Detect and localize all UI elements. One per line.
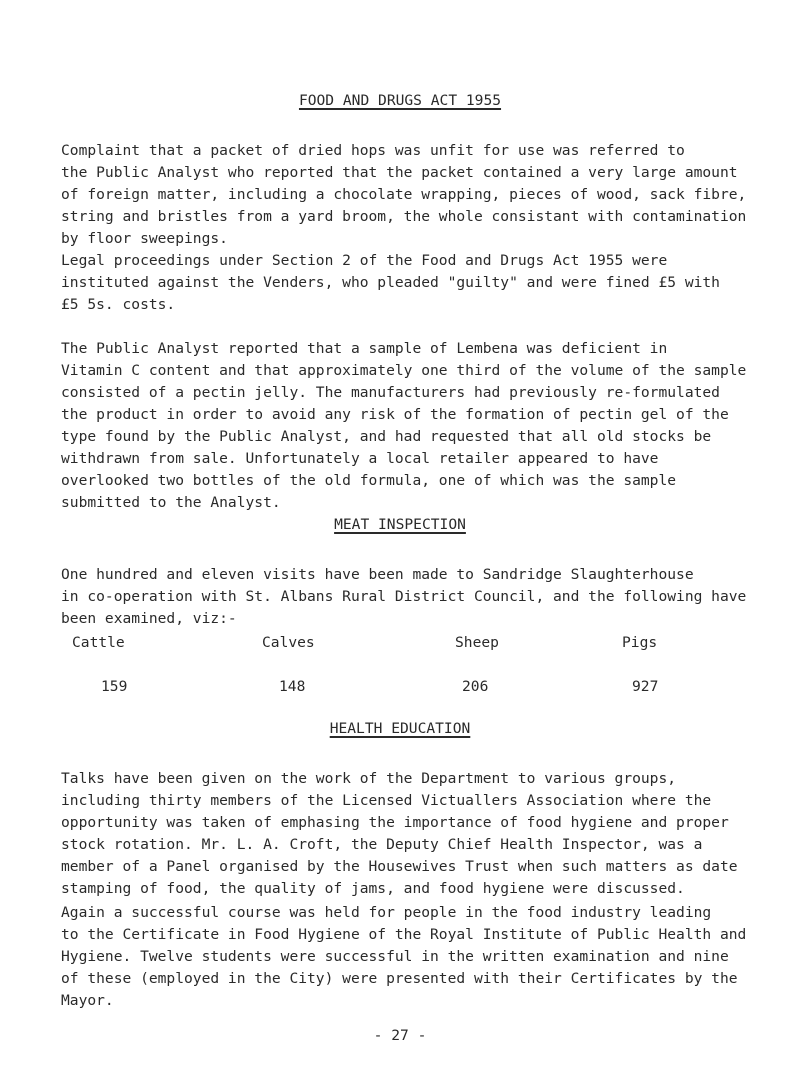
heading-health-education — [0, 720, 800, 737]
paragraph-slaughterhouse-visits: One hundred and eleven visits have been made to Sandridge Slaughterhouse in co-operation with St. Albans Rural District Council, and the following have been examined, viz:- — [61, 566, 747, 627]
heading-health-text: HEALTH EDUCATION — [329, 720, 471, 737]
inspection-table-values-row — [0, 678, 800, 700]
table-value-pigs: 927 — [632, 678, 659, 695]
heading-meat-text: MEAT INSPECTION — [334, 516, 466, 533]
table-value-sheep: 206 — [462, 678, 489, 695]
inspection-table-header-row — [0, 634, 800, 656]
paragraph-legal-proceedings: Legal proceedings under Section 2 of the Food and Drugs Act 1955 were instituted against the Venders, who pleaded "guilty" and were fined £5 with £5 5s. costs. — [61, 252, 720, 313]
table-header-cattle: Cattle — [72, 634, 125, 651]
table-header-pigs: Pigs — [622, 634, 658, 651]
table-value-calves: 148 — [279, 678, 306, 695]
table-value-cattle: 159 — [101, 678, 128, 695]
paragraph-health-talks: Talks have been given on the work of the Department to various groups, including thirty members of the Licensed Victuallers Association where the opportunity was taken of emphasing the importance of food hygiene and proper stock rotation. Mr. L. A. Croft, the Deputy Chief Health Inspector, was a member of a Panel organised by the Housewives Trust when such matters as date stamping of food, the quality of jams, and food hygiene were discussed. — [61, 770, 738, 897]
paragraph-hops-complaint: Complaint that a packet of dried hops was unfit for use was referred to the Public Analyst who reported that the packet contained a very large amount of foreign matter, including a chocolate wrapping, pieces of wood, sack fibre, string and bristles from a yard broom, the whole consistant with contamination by floor sweepings. — [61, 142, 747, 247]
page-number: - 27 - — [373, 1027, 427, 1044]
heading-food-text: FOOD AND DRUGS ACT 1955 — [298, 92, 502, 109]
heading-food-and-drugs-act — [0, 92, 800, 109]
table-header-calves: Calves — [262, 634, 315, 651]
paragraph-food-hygiene-course: Again a successful course was held for people in the food industry leading to the Certificate in Food Hygiene of the Royal Institute of Public Health and Hygiene. Twelve students were successful in the written examination and nine of these (employed in the City) were presented with their Certificates by the Mayor. — [61, 904, 747, 1009]
heading-meat-inspection — [0, 516, 800, 533]
paragraph-lembena-sample: The Public Analyst reported that a sample of Lembena was deficient in Vitamin C content and that approximately one third of the volume of the sample consisted of a pectin jelly. The manufacturers had previously re-formulated the product in order to avoid any risk of the formation of pectin gel of the type found by the Public Analyst, and had requested that all old stocks be withdrawn from sale. Unfortunately a local retailer appeared to have overlooked two bottles of the old formula, one of which was the sample submitted to the Analyst. — [61, 340, 747, 511]
table-header-sheep: Sheep — [455, 634, 499, 651]
